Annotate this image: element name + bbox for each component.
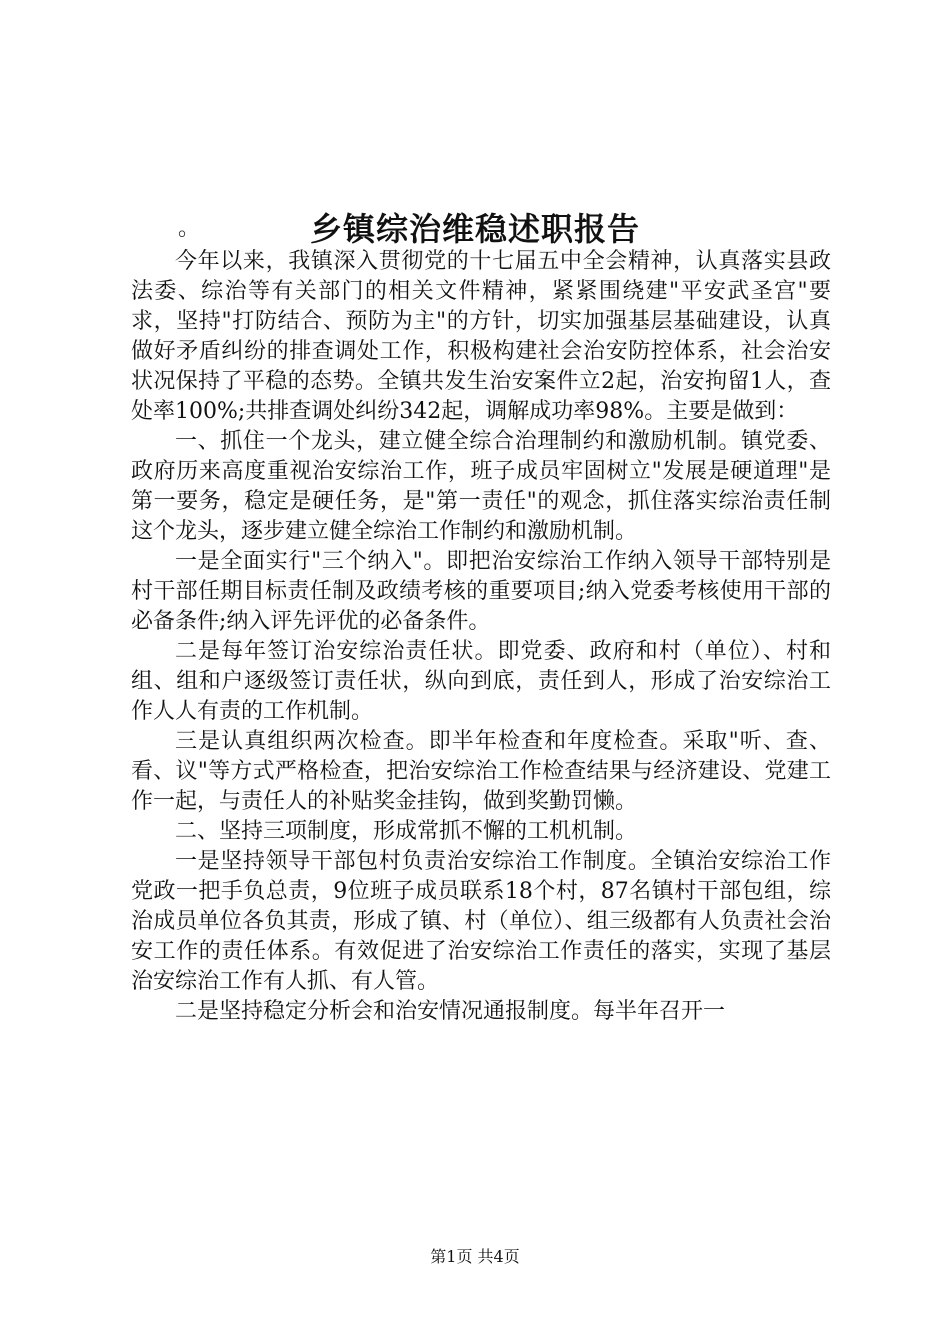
report-body bbox=[131, 247, 831, 1027]
page-number: 第1页 共4页 bbox=[430, 1247, 520, 1266]
paragraph-item-2: 二是每年签订治安综治责任状。即党委、政府和村（单位）、村和组、组和户逐级签订责任状，纵向到底，责任到人，形成了治安综治工作人人有责的工作机制。 bbox=[131, 639, 831, 724]
paragraph-section-1: 一、抓住一个龙头，建立健全综合治理制约和激励机制。镇党委、政府历来高度重视治安综治工作，班子成员牢固树立"发展是硬道理"是第一要务，稳定是硬任务，是"第一责任"的观念，抓住落实综治责任制这个龙头，逐步建立健全综治工作制约和激励机制。 bbox=[131, 429, 831, 544]
paragraph-item-5: 二是坚持稳定分析会和治安情况通报制度。每半年召开一 bbox=[175, 999, 726, 1024]
paragraph-intro: 今年以来，我镇深入贯彻党的十七届五中全会精神，认真落实县政法委、综治等有关部门的相关文件精神，紧紧围绕建"平安武圣宫"要求，坚持"打防结合、预防为主"的方针，切实加强基层基础建设，认真做好矛盾纠纷的排查调处工作，积极构建社会治安防控体系，社会治安状况保持了平稳的态势。全镇共发生治安案件立2起，治安拘留1人，查处率100%;共排查调处纠纷342起，调解成功率98%。主要是做到： bbox=[131, 249, 831, 424]
paragraph-item-4: 一是坚持领导干部包村负责治安综治工作制度。全镇治安综治工作党政一把手负总责，9位班子成员联系18个村，87名镇村干部包组，综治成员单位各负其责，形成了镇、村（单位）、组三级都有人负责社会治安工作的责任体系。有效促进了治安综治工作责任的落实，实现了基层治安综治工作有人抓、有人管。 bbox=[131, 849, 831, 994]
paragraph-item-3: 三是认真组织两次检查。即半年检查和年度检查。采取"听、查、看、议"等方式严格检查，把治安综治工作检查结果与经济建设、党建工作一起，与责任人的补贴奖金挂钩，做到奖勤罚懒。 bbox=[131, 729, 831, 814]
paragraph-section-2: 二、坚持三项制度，形成常抓不懈的工机机制。 bbox=[175, 819, 638, 844]
paragraph-item-1: 一是全面实行"三个纳入"。即把治安综治工作纳入领导干部特别是村干部任期目标责任制及政绩考核的重要项目;纳入党委考核使用干部的必备条件;纳入评先评优的必备条件。 bbox=[131, 549, 831, 634]
leading-mark: 。 bbox=[178, 216, 201, 241]
page-title: 乡镇综治维稳述职报告 bbox=[309, 210, 640, 249]
